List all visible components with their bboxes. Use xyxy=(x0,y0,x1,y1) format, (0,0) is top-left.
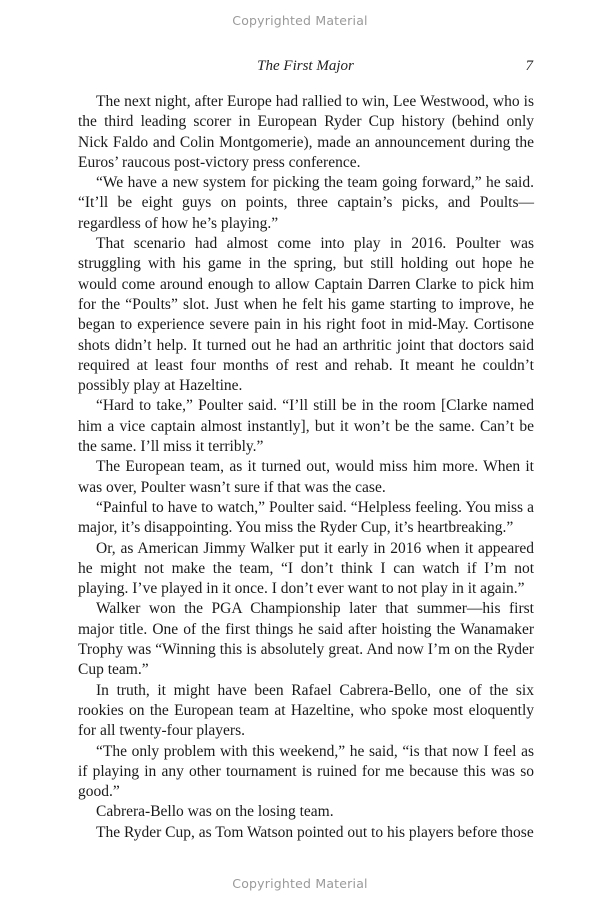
paragraph: “Painful to have to watch,” Poulter said. “Helpless feeling. You miss a major, it’s disappointing. You miss the Ryder Cup, it’s heartbreaking.” xyxy=(78,498,534,537)
paragraph: The next night, after Europe had rallied to win, Lee Westwood, who is the third leading scorer in European Ryder Cup history (behind only Nick Faldo and Colin Montgomerie), made an announcement during the Euros’ raucous post-victory press conference. xyxy=(78,93,534,171)
paragraph: “The only problem with this weekend,” he said, “is that now I feel as if playing in any other tournament is ruined for me because this was so good.” xyxy=(78,742,534,801)
body-text xyxy=(78,92,534,843)
paragraph: “We have a new system for picking the team going forward,” he said. “It’ll be eight guys on points, three captain’s picks, and Poults—regardless of how he’s playing.” xyxy=(78,174,534,232)
paragraph: Or, as American Jimmy Walker put it early in 2016 when it appeared he might not make the team, “I don’t think I can watch if I’m not playing. I’ve played in it once. I don’t ever want to not play in it again.” xyxy=(78,539,534,598)
paragraph: That scenario had almost come into play in 2016. Poulter was struggling with his game in the spring, but still holding out hope he would come around enough to allow Captain Darren Clarke to pick him for the “Poults” slot. Just when he felt his game starting to improve, he began to experience severe pain in his right foot in mid-May. Cortisone shots didn’t help. It turned out he had an arthritic joint that doctors said required at least four months of rest and rehab. It meant he couldn’t possibly play at Hazeltine. xyxy=(78,235,534,395)
copyright-watermark-bottom: Copyrighted Material xyxy=(232,876,368,891)
paragraph: The European team, as it turned out, would miss him more. When it was over, Poulter wasn’t sure if that was the case. xyxy=(78,458,534,496)
paragraph: In truth, it might have been Rafael Cabrera-Bello, one of the six rookies on the European team at Hazeltine, who spoke most eloquently for all twenty-four players. xyxy=(78,681,534,740)
paragraph: Cabrera-Bello was on the losing team. xyxy=(96,803,334,821)
paragraph: “Hard to take,” Poulter said. “I’ll still be in the room [Clarke named him a vice captain almost instantly], but it won’t be the same. Can’t be the same. I’ll miss it terribly.” xyxy=(78,397,534,456)
paragraph: The Ryder Cup, as Tom Watson pointed out to his players before those xyxy=(96,823,534,841)
paragraph: Walker won the PGA Championship later that summer—his first major title. One of the first things he said after hoisting the Wanamaker Trophy was “Winning this is absolutely great. And now I’m on the Ryder Cup team.” xyxy=(78,600,534,679)
chapter-title: The First Major xyxy=(257,58,354,74)
running-head xyxy=(78,58,533,78)
copyright-watermark-top: Copyrighted Material xyxy=(232,13,368,28)
page-number: 7 xyxy=(525,58,533,74)
